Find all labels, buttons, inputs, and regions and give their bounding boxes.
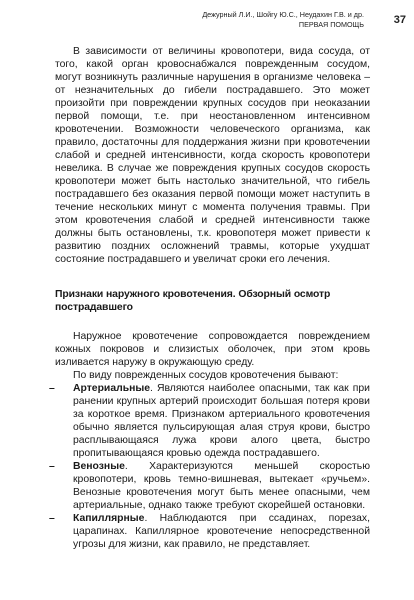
bleeding-types-list bbox=[49, 382, 370, 551]
list-item bbox=[49, 382, 370, 460]
list-item-text: . Являются наиболее опасными, так как при ранении крупных артерий происходит большая потеря крови за короткое время. Признаком артериального кровотечения обычно является пульсирующая алая струя крови, быстро расплывающаяся лужа крови алого цвета, быстро пропитывающаяся кровью одежда пострадавшего. bbox=[73, 383, 370, 459]
page-content bbox=[49, 45, 370, 551]
header-text bbox=[202, 10, 364, 29]
list-item-text: . Наблюдаются при ссадинах, порезах, царапинах. Капиллярное кровотечение непосредственной угрозы для жизни, как правило, не представляет. bbox=[73, 513, 370, 550]
section-heading: Признаки наружного кровотечения. Обзорный осмотр пострадавшего bbox=[55, 289, 331, 313]
list-item-term: Артериальные bbox=[73, 383, 151, 394]
list-dash: – bbox=[49, 383, 55, 394]
header-book-title: ПЕРВАЯ ПОМОЩЬ bbox=[298, 19, 364, 29]
list-item-text: . Характеризуются меньшей скоростью кровопотери, кровь темно-вишневая, вытекает «ручьем». Венозные кровотечения могут быть менее опасными, чем артериальные, однако также требуют скорейшей остановки. bbox=[73, 461, 370, 511]
page-number: 37 bbox=[393, 14, 406, 26]
list-dash: – bbox=[49, 513, 55, 524]
running-header bbox=[0, 10, 414, 40]
list-item bbox=[49, 460, 370, 512]
list-dash: – bbox=[49, 461, 55, 472]
list-item-term: Венозные bbox=[73, 461, 125, 472]
intro-paragraph: В зависимости от величины кровопотери, вида сосуда, от того, какой орган кровоснабжался поврежденным сосудом, могут возникнуть различные нарушения в организме человека – от незначительных до гибели пострадавшего. Это может произойти при повреждении крупных сосудов при неоказании первой помощи, т.е. при неостановленном интенсивном кровотечении. Возможности человеческого организма, как правило, достаточны для поддержания жизни при кровотечении слабой и средней интенсивности, когда скорость кровопотери невелика. В случае же повреждения крупных сосудов скорость кровопотери может быть настолько значительной, что гибель пострадавшего без оказания первой помощи может наступить в течение нескольких минут с момента получения травмы. При этом кровотечения слабой и средней интенсивности также должны быть остановлены, т.к. кровопотеря может привести к развитию поздних осложнений травмы, которые ухудшат состояние пострадавшего и увеличат сроки его лечения. bbox=[55, 46, 370, 265]
header-authors: Дежурный Л.И., Шойгу Ю.С., Неудахин Г.В. и др. bbox=[202, 10, 364, 19]
section-paragraph: Наружное кровотечение сопровождается повреждением кожных покровов и слизистых оболочек, при этом кровь изливается наружу в окружающую среду. bbox=[55, 331, 370, 368]
list-item bbox=[49, 512, 370, 551]
list-item-term: Капиллярные bbox=[73, 513, 145, 524]
list-intro: По виду поврежденных сосудов кровотечения бывают: bbox=[73, 370, 339, 381]
